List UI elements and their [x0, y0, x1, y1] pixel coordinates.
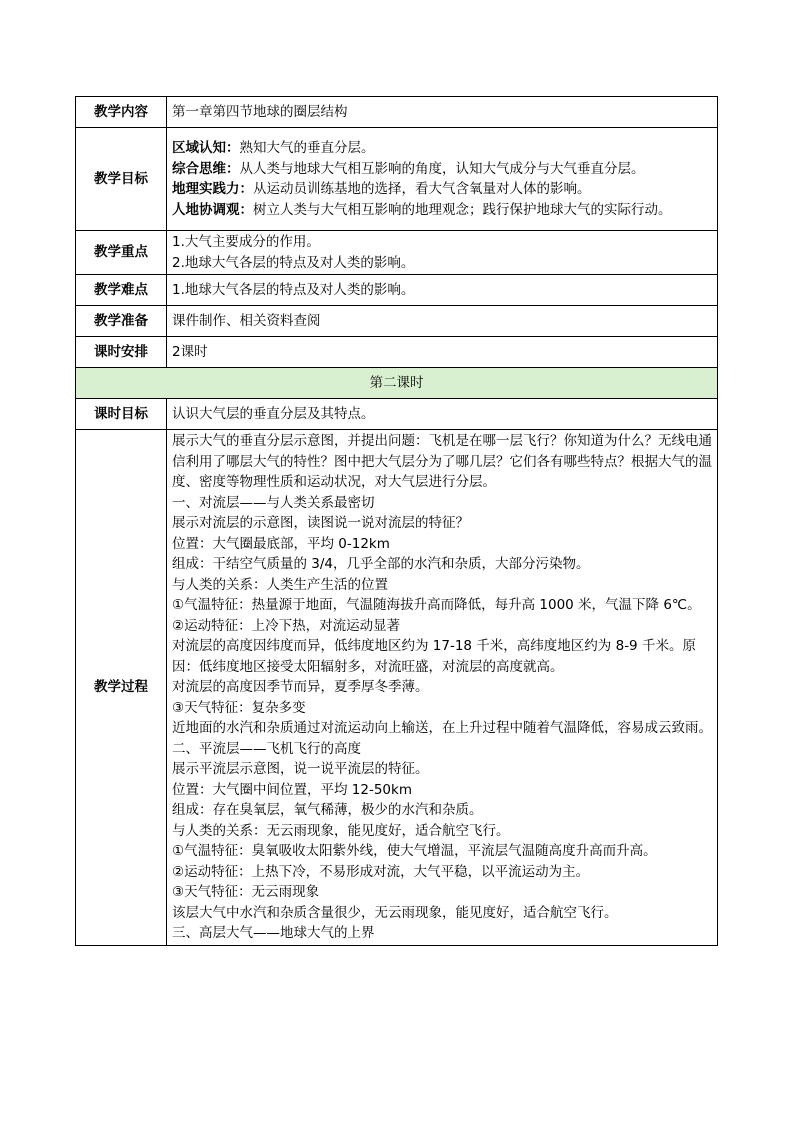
goal-text: 树立人类与大气相互影响的地理观念；践行保护地球大气的实际行动。 [253, 201, 672, 218]
row-goals [76, 128, 718, 231]
label-teaching-goals: 教学目标 [76, 128, 167, 231]
goal-key: 人地协调观 [172, 201, 240, 218]
value-teaching-goals [167, 128, 718, 231]
goal-key: 地理实践力 [172, 181, 240, 197]
row-difficulty [76, 275, 718, 306]
process-line: 与人类的关系：人类生产生活的位置 [172, 576, 388, 593]
value-schedule: 2课时 [167, 337, 718, 368]
process-line: 与人类的关系：无云雨现象，能见度好，适合航空飞行。 [172, 822, 510, 839]
value-preparation: 课件制作、相关资料查阅 [167, 306, 718, 337]
label-difficulty: 教学难点 [76, 275, 167, 306]
goal-text: 熟知大气的垂直分层。 [239, 140, 375, 156]
process-line: 位置：大气圈中间位置，平均 12-50km [172, 781, 412, 798]
goal-item [172, 179, 712, 200]
goal-sep: ： [226, 160, 240, 177]
value-difficulty: 1.地球大气各层的特点及对人类的影响。 [167, 275, 718, 306]
goal-text: 从人类与地球大气相互影响的角度，认知大气成分与大气垂直分层。 [239, 160, 645, 177]
lesson-plan-table [75, 96, 718, 946]
row-schedule [76, 337, 718, 368]
process-line: 展示平流层示意图，说一说平流层的特征。 [172, 761, 429, 777]
process-line: ①气温特征：臭氧吸收太阳紫外线，使大气增温，平流层气温随高度升高而升高。 [172, 843, 657, 859]
label-teaching-content: 教学内容 [76, 97, 167, 128]
goal-item [172, 138, 712, 159]
row-key-points [76, 231, 718, 275]
label-preparation: 教学准备 [76, 306, 167, 337]
process-line: 展示大气的垂直分层示意图，并提出问题：飞机是在哪一层飞行？你知道为什么？无线电通信利用了哪层大气的特性？图中把大气层分为了哪几层？它们各有哪些特点？根据大气的温度、密度等物理性质和运动状况，对大气层进行分层。 [172, 433, 712, 490]
row-session-title [76, 368, 718, 399]
row-preparation [76, 306, 718, 337]
value-key-points [167, 231, 718, 275]
label-session-goal: 课时目标 [76, 399, 167, 430]
value-teaching-content: 第一章第四节地球的圈层结构 [167, 97, 718, 128]
row-content [76, 97, 718, 128]
process-line: 对流层的高度因季节而异，夏季厚冬季薄。 [172, 679, 429, 695]
process-line: ①气温特征：热量源于地面，气温随海拔升高而降低，每升高 1000 米，气温下降 6℃。 [172, 597, 701, 613]
goal-sep: ： [226, 140, 240, 156]
goal-sep: ： [239, 201, 253, 218]
process-line: 对流层的高度因纬度而异，低纬度地区约为 17-18 千米，高纬度地区约为 8-9 千米。原因：低纬度地区接受太阳辐射多，对流旺盛，对流层的高度就高。 [172, 638, 696, 675]
process-line: 组成：干结空气质量的 3/4，几乎全部的水汽和杂质，大部分污染物。 [172, 556, 590, 572]
process-line: ③天气特征：复杂多变 [172, 699, 306, 716]
process-line: 展示对流层的示意图，读图说一说对流层的特征？ [172, 515, 469, 531]
process-line: 该层大气中水汽和杂质含量很少，无云雨现象，能见度好，适合航空飞行。 [172, 904, 618, 921]
goal-sep: ： [239, 181, 253, 197]
goal-key: 区域认知 [172, 140, 226, 156]
process-line: 近地面的水汽和杂质通过对流运动向上输送，在上升过程中随着气温降低，容易成云致雨。 [172, 720, 712, 736]
goal-item [172, 200, 712, 221]
key-point-item: 1.大气主要成分的作用。 [172, 234, 320, 250]
process-line: ②运动特征：上冷下热，对流运动显著 [172, 617, 401, 634]
label-key-points: 教学重点 [76, 231, 167, 275]
key-point-item: 2.地球大气各层的特点及对人类的影响。 [172, 254, 415, 271]
goal-item [172, 159, 712, 180]
process-line: 二、平流层——飞机飞行的高度 [172, 740, 361, 757]
label-process: 教学过程 [76, 430, 167, 946]
goal-text: 从运动员训练基地的选择，看大气含氧量对人体的影响。 [253, 181, 591, 197]
process-line: 位置：大气圈最底部，平均 0-12km [172, 535, 390, 552]
process-line: ③天气特征：无云雨现象 [172, 884, 320, 900]
process-line: 三、高层大气——地球大气的上界 [172, 925, 375, 941]
value-session-goal: 认识大气层的垂直分层及其特点。 [167, 399, 718, 430]
row-session-goal [76, 399, 718, 430]
process-line: 组成：存在臭氧层，氧气稀薄，极少的水汽和杂质。 [172, 802, 483, 818]
row-process [76, 430, 718, 946]
value-process [167, 430, 718, 946]
process-line: ②运动特征：上热下冷，不易形成对流，大气平稳，以平流运动为主。 [172, 863, 590, 880]
goal-key: 综合思维 [172, 160, 226, 177]
label-schedule: 课时安排 [76, 337, 167, 368]
session-title: 第二课时 [76, 368, 718, 399]
process-line: 一、对流层——与人类关系最密切 [172, 494, 375, 511]
